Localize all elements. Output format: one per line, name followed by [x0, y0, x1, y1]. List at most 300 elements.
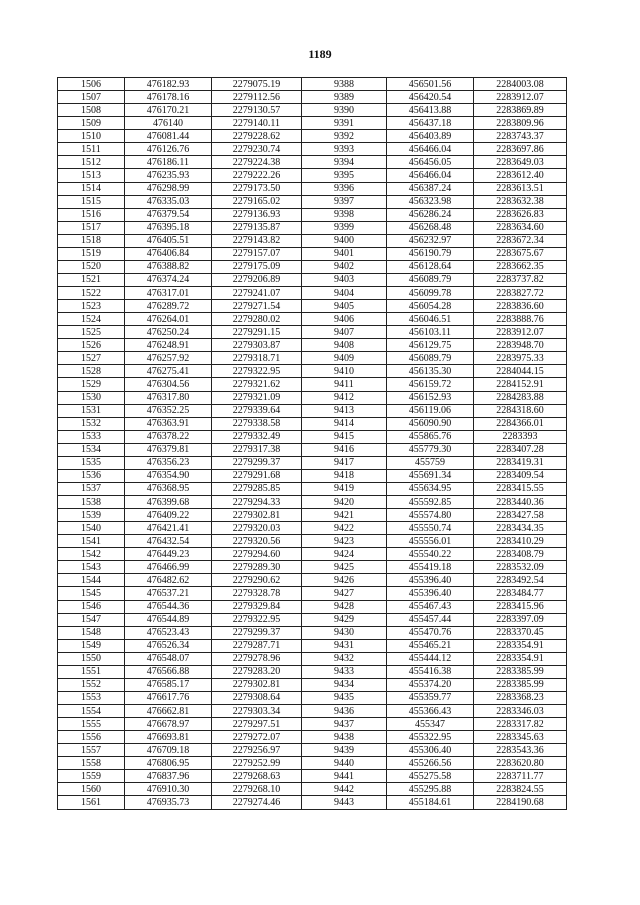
x-coordinate-left-cell: 476379.81 — [125, 443, 212, 456]
y-coordinate-right-cell: 2283711.77 — [474, 770, 567, 783]
y-coordinate-right-cell: 2283662.35 — [474, 260, 567, 273]
table-row — [58, 156, 567, 169]
y-coordinate-right-cell: 2283484.77 — [474, 587, 567, 600]
x-coordinate-left-cell: 476466.99 — [125, 561, 212, 574]
y-coordinate-left-cell: 2279224.38 — [212, 156, 302, 169]
x-coordinate-left-cell: 476693.81 — [125, 731, 212, 744]
y-coordinate-left-cell: 2279157.07 — [212, 247, 302, 260]
y-coordinate-right-cell: 2284366.01 — [474, 417, 567, 430]
x-coordinate-right-cell: 456413.88 — [387, 104, 474, 117]
x-coordinate-right-cell: 455779.30 — [387, 443, 474, 456]
x-coordinate-left-cell: 476406.84 — [125, 247, 212, 260]
y-coordinate-right-cell: 2283354.91 — [474, 652, 567, 665]
x-coordinate-right-cell: 455556.01 — [387, 535, 474, 548]
table-row — [58, 796, 567, 809]
point-id-left-cell: 1513 — [58, 169, 125, 182]
x-coordinate-left-cell: 476395.18 — [125, 221, 212, 234]
x-coordinate-left-cell: 476126.76 — [125, 143, 212, 156]
y-coordinate-left-cell: 2279303.87 — [212, 339, 302, 352]
x-coordinate-right-cell: 456099.78 — [387, 287, 474, 300]
y-coordinate-left-cell: 2279317.38 — [212, 443, 302, 456]
point-id-right-cell: 9431 — [302, 639, 387, 652]
x-coordinate-right-cell: 456129.75 — [387, 339, 474, 352]
point-id-left-cell: 1511 — [58, 143, 125, 156]
point-id-right-cell: 9419 — [302, 482, 387, 495]
y-coordinate-right-cell: 2283672.34 — [474, 234, 567, 247]
x-coordinate-right-cell: 455416.38 — [387, 665, 474, 678]
point-id-right-cell: 9425 — [302, 561, 387, 574]
point-id-left-cell: 1542 — [58, 548, 125, 561]
point-id-right-cell: 9411 — [302, 378, 387, 391]
x-coordinate-left-cell: 476250.24 — [125, 326, 212, 339]
table-row — [58, 221, 567, 234]
point-id-left-cell: 1512 — [58, 156, 125, 169]
x-coordinate-left-cell: 476356.23 — [125, 456, 212, 469]
point-id-right-cell: 9428 — [302, 600, 387, 613]
point-id-right-cell: 9398 — [302, 208, 387, 221]
y-coordinate-left-cell: 2279143.82 — [212, 234, 302, 247]
point-id-left-cell: 1540 — [58, 522, 125, 535]
point-id-left-cell: 1518 — [58, 234, 125, 247]
y-coordinate-left-cell: 2279140.11 — [212, 117, 302, 130]
table-row — [58, 91, 567, 104]
table-row — [58, 744, 567, 757]
x-coordinate-left-cell: 476363.91 — [125, 417, 212, 430]
point-id-right-cell: 9443 — [302, 796, 387, 809]
coordinate-table — [57, 77, 567, 810]
point-id-right-cell: 9391 — [302, 117, 387, 130]
x-coordinate-left-cell: 476235.93 — [125, 169, 212, 182]
y-coordinate-left-cell: 2279271.54 — [212, 300, 302, 313]
y-coordinate-left-cell: 2279299.37 — [212, 626, 302, 639]
y-coordinate-left-cell: 2279278.96 — [212, 652, 302, 665]
table-row — [58, 718, 567, 731]
table-row — [58, 496, 567, 509]
table-row — [58, 117, 567, 130]
y-coordinate-right-cell: 2283888.76 — [474, 313, 567, 326]
point-id-right-cell: 9394 — [302, 156, 387, 169]
y-coordinate-left-cell: 2279228.62 — [212, 130, 302, 143]
y-coordinate-left-cell: 2279283.20 — [212, 665, 302, 678]
table-row — [58, 678, 567, 691]
y-coordinate-right-cell: 2283419.31 — [474, 456, 567, 469]
point-id-left-cell: 1539 — [58, 509, 125, 522]
table-row — [58, 313, 567, 326]
y-coordinate-right-cell: 2283543.36 — [474, 744, 567, 757]
y-coordinate-left-cell: 2279308.64 — [212, 691, 302, 704]
point-id-right-cell: 9434 — [302, 678, 387, 691]
point-id-right-cell: 9439 — [302, 744, 387, 757]
table-row — [58, 613, 567, 626]
table-row — [58, 78, 567, 91]
point-id-left-cell: 1526 — [58, 339, 125, 352]
y-coordinate-right-cell: 2283407.28 — [474, 443, 567, 456]
point-id-right-cell: 9440 — [302, 757, 387, 770]
y-coordinate-right-cell: 2283408.79 — [474, 548, 567, 561]
point-id-right-cell: 9414 — [302, 417, 387, 430]
x-coordinate-left-cell: 476662.81 — [125, 705, 212, 718]
point-id-right-cell: 9416 — [302, 443, 387, 456]
y-coordinate-left-cell: 2279299.37 — [212, 456, 302, 469]
table-row — [58, 365, 567, 378]
point-id-right-cell: 9417 — [302, 456, 387, 469]
x-coordinate-left-cell: 476289.72 — [125, 300, 212, 313]
x-coordinate-left-cell: 476304.56 — [125, 378, 212, 391]
x-coordinate-left-cell: 476368.95 — [125, 482, 212, 495]
y-coordinate-right-cell: 2283869.89 — [474, 104, 567, 117]
x-coordinate-right-cell: 455266.56 — [387, 757, 474, 770]
point-id-right-cell: 9415 — [302, 430, 387, 443]
table-row — [58, 535, 567, 548]
x-coordinate-left-cell: 476140 — [125, 117, 212, 130]
x-coordinate-left-cell: 476544.89 — [125, 613, 212, 626]
table-row — [58, 430, 567, 443]
x-coordinate-left-cell: 476182.93 — [125, 78, 212, 91]
point-id-right-cell: 9410 — [302, 365, 387, 378]
point-id-right-cell: 9429 — [302, 613, 387, 626]
x-coordinate-right-cell: 456089.79 — [387, 352, 474, 365]
point-id-left-cell: 1543 — [58, 561, 125, 574]
x-coordinate-left-cell: 476186.11 — [125, 156, 212, 169]
table-row — [58, 169, 567, 182]
y-coordinate-right-cell: 2283626.83 — [474, 208, 567, 221]
y-coordinate-right-cell: 2283743.37 — [474, 130, 567, 143]
point-id-right-cell: 9390 — [302, 104, 387, 117]
y-coordinate-right-cell: 2283912.07 — [474, 91, 567, 104]
y-coordinate-left-cell: 2279173.50 — [212, 182, 302, 195]
y-coordinate-left-cell: 2279320.56 — [212, 535, 302, 548]
x-coordinate-left-cell: 476257.92 — [125, 352, 212, 365]
y-coordinate-right-cell: 2283827.72 — [474, 287, 567, 300]
table-row — [58, 326, 567, 339]
x-coordinate-right-cell: 455592.85 — [387, 496, 474, 509]
y-coordinate-right-cell: 2283345.63 — [474, 731, 567, 744]
y-coordinate-left-cell: 2279285.85 — [212, 482, 302, 495]
y-coordinate-right-cell: 2283613.51 — [474, 182, 567, 195]
point-id-right-cell: 9430 — [302, 626, 387, 639]
x-coordinate-right-cell: 455634.95 — [387, 482, 474, 495]
y-coordinate-left-cell: 2279297.51 — [212, 718, 302, 731]
point-id-left-cell: 1515 — [58, 195, 125, 208]
x-coordinate-left-cell: 476275.41 — [125, 365, 212, 378]
y-coordinate-left-cell: 2279339.64 — [212, 404, 302, 417]
y-coordinate-right-cell: 2284190.68 — [474, 796, 567, 809]
point-id-left-cell: 1525 — [58, 326, 125, 339]
x-coordinate-left-cell: 476317.01 — [125, 287, 212, 300]
y-coordinate-right-cell: 2283409.54 — [474, 469, 567, 482]
y-coordinate-right-cell: 2283492.54 — [474, 574, 567, 587]
point-id-right-cell: 9406 — [302, 313, 387, 326]
x-coordinate-left-cell: 476482.62 — [125, 574, 212, 587]
y-coordinate-right-cell: 2283737.82 — [474, 273, 567, 286]
x-coordinate-right-cell: 456089.79 — [387, 273, 474, 286]
x-coordinate-right-cell: 456437.18 — [387, 117, 474, 130]
x-coordinate-left-cell: 476910.30 — [125, 783, 212, 796]
table-row — [58, 548, 567, 561]
x-coordinate-right-cell: 456135.30 — [387, 365, 474, 378]
point-id-right-cell: 9435 — [302, 691, 387, 704]
x-coordinate-right-cell: 456420.54 — [387, 91, 474, 104]
y-coordinate-right-cell: 2283415.55 — [474, 482, 567, 495]
y-coordinate-right-cell: 2283385.99 — [474, 665, 567, 678]
table-row — [58, 626, 567, 639]
point-id-right-cell: 9393 — [302, 143, 387, 156]
point-id-right-cell: 9438 — [302, 731, 387, 744]
y-coordinate-right-cell: 2283370.45 — [474, 626, 567, 639]
y-coordinate-left-cell: 2279318.71 — [212, 352, 302, 365]
x-coordinate-right-cell: 455347 — [387, 718, 474, 731]
x-coordinate-right-cell: 456090.90 — [387, 417, 474, 430]
x-coordinate-left-cell: 476379.54 — [125, 208, 212, 221]
point-id-left-cell: 1517 — [58, 221, 125, 234]
x-coordinate-right-cell: 456387.24 — [387, 182, 474, 195]
point-id-left-cell: 1553 — [58, 691, 125, 704]
x-coordinate-left-cell: 476081.44 — [125, 130, 212, 143]
x-coordinate-right-cell: 455396.40 — [387, 587, 474, 600]
point-id-right-cell: 9402 — [302, 260, 387, 273]
x-coordinate-right-cell: 456232.97 — [387, 234, 474, 247]
coordinate-table-body — [58, 78, 567, 810]
point-id-right-cell: 9433 — [302, 665, 387, 678]
point-id-left-cell: 1534 — [58, 443, 125, 456]
table-row — [58, 352, 567, 365]
point-id-left-cell: 1544 — [58, 574, 125, 587]
y-coordinate-left-cell: 2279280.02 — [212, 313, 302, 326]
x-coordinate-left-cell: 476388.82 — [125, 260, 212, 273]
point-id-left-cell: 1520 — [58, 260, 125, 273]
y-coordinate-right-cell: 2284318.60 — [474, 404, 567, 417]
table-row — [58, 783, 567, 796]
x-coordinate-right-cell: 455444.12 — [387, 652, 474, 665]
point-id-left-cell: 1523 — [58, 300, 125, 313]
y-coordinate-left-cell: 2279338.58 — [212, 417, 302, 430]
y-coordinate-left-cell: 2279290.62 — [212, 574, 302, 587]
table-row — [58, 522, 567, 535]
y-coordinate-left-cell: 2279075.19 — [212, 78, 302, 91]
y-coordinate-left-cell: 2279302.81 — [212, 509, 302, 522]
x-coordinate-right-cell: 456046.51 — [387, 313, 474, 326]
x-coordinate-left-cell: 476399.68 — [125, 496, 212, 509]
point-id-left-cell: 1537 — [58, 482, 125, 495]
point-id-left-cell: 1510 — [58, 130, 125, 143]
x-coordinate-left-cell: 476523.43 — [125, 626, 212, 639]
table-row — [58, 509, 567, 522]
table-row — [58, 247, 567, 260]
point-id-right-cell: 9403 — [302, 273, 387, 286]
y-coordinate-left-cell: 2279302.81 — [212, 678, 302, 691]
y-coordinate-right-cell: 2283809.96 — [474, 117, 567, 130]
point-id-right-cell: 9412 — [302, 391, 387, 404]
table-row — [58, 208, 567, 221]
x-coordinate-right-cell: 455467.43 — [387, 600, 474, 613]
point-id-left-cell: 1508 — [58, 104, 125, 117]
point-id-right-cell: 9436 — [302, 705, 387, 718]
x-coordinate-left-cell: 476409.22 — [125, 509, 212, 522]
x-coordinate-right-cell: 456466.04 — [387, 169, 474, 182]
x-coordinate-left-cell: 476170.21 — [125, 104, 212, 117]
table-row — [58, 195, 567, 208]
y-coordinate-left-cell: 2279321.62 — [212, 378, 302, 391]
y-coordinate-left-cell: 2279136.93 — [212, 208, 302, 221]
y-coordinate-right-cell: 2283354.91 — [474, 639, 567, 652]
x-coordinate-left-cell: 476248.91 — [125, 339, 212, 352]
point-id-left-cell: 1558 — [58, 757, 125, 770]
x-coordinate-right-cell: 455322.95 — [387, 731, 474, 744]
x-coordinate-right-cell: 455366.43 — [387, 705, 474, 718]
x-coordinate-right-cell: 455275.58 — [387, 770, 474, 783]
x-coordinate-right-cell: 455295.88 — [387, 783, 474, 796]
point-id-left-cell: 1528 — [58, 365, 125, 378]
x-coordinate-right-cell: 455419.18 — [387, 561, 474, 574]
y-coordinate-right-cell: 2284003.08 — [474, 78, 567, 91]
y-coordinate-right-cell: 2284152.91 — [474, 378, 567, 391]
point-id-left-cell: 1506 — [58, 78, 125, 91]
point-id-left-cell: 1555 — [58, 718, 125, 731]
point-id-left-cell: 1541 — [58, 535, 125, 548]
y-coordinate-left-cell: 2279175.09 — [212, 260, 302, 273]
y-coordinate-right-cell: 2283649.03 — [474, 156, 567, 169]
y-coordinate-right-cell: 2283317.82 — [474, 718, 567, 731]
x-coordinate-left-cell: 476317.80 — [125, 391, 212, 404]
point-id-left-cell: 1507 — [58, 91, 125, 104]
table-row — [58, 404, 567, 417]
y-coordinate-right-cell: 2283675.67 — [474, 247, 567, 260]
y-coordinate-left-cell: 2279289.30 — [212, 561, 302, 574]
y-coordinate-right-cell: 2283415.96 — [474, 600, 567, 613]
point-id-left-cell: 1535 — [58, 456, 125, 469]
point-id-right-cell: 9442 — [302, 783, 387, 796]
x-coordinate-right-cell: 456466.04 — [387, 143, 474, 156]
y-coordinate-left-cell: 2279329.84 — [212, 600, 302, 613]
x-coordinate-left-cell: 476298.99 — [125, 182, 212, 195]
y-coordinate-right-cell: 2283434.35 — [474, 522, 567, 535]
table-row — [58, 260, 567, 273]
y-coordinate-right-cell: 2283393 — [474, 430, 567, 443]
table-row — [58, 287, 567, 300]
table-row — [58, 639, 567, 652]
point-id-left-cell: 1549 — [58, 639, 125, 652]
y-coordinate-left-cell: 2279332.49 — [212, 430, 302, 443]
point-id-right-cell: 9413 — [302, 404, 387, 417]
x-coordinate-right-cell: 456403.89 — [387, 130, 474, 143]
x-coordinate-right-cell: 455396.40 — [387, 574, 474, 587]
point-id-left-cell: 1514 — [58, 182, 125, 195]
x-coordinate-left-cell: 476374.24 — [125, 273, 212, 286]
y-coordinate-right-cell: 2283824.55 — [474, 783, 567, 796]
y-coordinate-left-cell: 2279291.68 — [212, 469, 302, 482]
x-coordinate-left-cell: 476354.90 — [125, 469, 212, 482]
point-id-left-cell: 1551 — [58, 665, 125, 678]
y-coordinate-left-cell: 2279256.97 — [212, 744, 302, 757]
point-id-left-cell: 1509 — [58, 117, 125, 130]
table-row — [58, 482, 567, 495]
point-id-left-cell: 1533 — [58, 430, 125, 443]
x-coordinate-right-cell: 455691.34 — [387, 469, 474, 482]
x-coordinate-left-cell: 476335.03 — [125, 195, 212, 208]
point-id-right-cell: 9401 — [302, 247, 387, 260]
x-coordinate-right-cell: 455759 — [387, 456, 474, 469]
y-coordinate-left-cell: 2279268.10 — [212, 783, 302, 796]
table-row — [58, 652, 567, 665]
point-id-right-cell: 9400 — [302, 234, 387, 247]
table-row — [58, 574, 567, 587]
point-id-right-cell: 9408 — [302, 339, 387, 352]
point-id-right-cell: 9407 — [302, 326, 387, 339]
point-id-right-cell: 9399 — [302, 221, 387, 234]
table-row — [58, 182, 567, 195]
x-coordinate-right-cell: 455457.44 — [387, 613, 474, 626]
x-coordinate-left-cell: 476709.18 — [125, 744, 212, 757]
y-coordinate-left-cell: 2279294.60 — [212, 548, 302, 561]
y-coordinate-left-cell: 2279135.87 — [212, 221, 302, 234]
point-id-right-cell: 9426 — [302, 574, 387, 587]
y-coordinate-right-cell: 2283632.38 — [474, 195, 567, 208]
x-coordinate-left-cell: 476837.96 — [125, 770, 212, 783]
table-row — [58, 300, 567, 313]
x-coordinate-left-cell: 476378.22 — [125, 430, 212, 443]
x-coordinate-right-cell: 455540.22 — [387, 548, 474, 561]
point-id-right-cell: 9397 — [302, 195, 387, 208]
point-id-left-cell: 1561 — [58, 796, 125, 809]
y-coordinate-left-cell: 2279230.74 — [212, 143, 302, 156]
point-id-left-cell: 1524 — [58, 313, 125, 326]
x-coordinate-right-cell: 456501.56 — [387, 78, 474, 91]
y-coordinate-right-cell: 2283410.29 — [474, 535, 567, 548]
point-id-right-cell: 9437 — [302, 718, 387, 731]
y-coordinate-left-cell: 2279322.95 — [212, 613, 302, 626]
y-coordinate-left-cell: 2279206.89 — [212, 273, 302, 286]
x-coordinate-right-cell: 455470.76 — [387, 626, 474, 639]
point-id-right-cell: 9395 — [302, 169, 387, 182]
point-id-left-cell: 1530 — [58, 391, 125, 404]
x-coordinate-right-cell: 455374.20 — [387, 678, 474, 691]
y-coordinate-left-cell: 2279222.26 — [212, 169, 302, 182]
table-row — [58, 600, 567, 613]
table-row — [58, 705, 567, 718]
y-coordinate-right-cell: 2283440.36 — [474, 496, 567, 509]
x-coordinate-right-cell: 456268.48 — [387, 221, 474, 234]
x-coordinate-left-cell: 476178.16 — [125, 91, 212, 104]
x-coordinate-right-cell: 455306.40 — [387, 744, 474, 757]
table-row — [58, 143, 567, 156]
y-coordinate-left-cell: 2279287.71 — [212, 639, 302, 652]
y-coordinate-right-cell: 2283836.60 — [474, 300, 567, 313]
point-id-right-cell: 9388 — [302, 78, 387, 91]
table-row — [58, 456, 567, 469]
y-coordinate-left-cell: 2279322.95 — [212, 365, 302, 378]
x-coordinate-left-cell: 476585.17 — [125, 678, 212, 691]
page-number: 1189 — [308, 47, 332, 61]
x-coordinate-left-cell: 476935.73 — [125, 796, 212, 809]
y-coordinate-right-cell: 2283427.58 — [474, 509, 567, 522]
x-coordinate-right-cell: 456323.98 — [387, 195, 474, 208]
y-coordinate-left-cell: 2279268.63 — [212, 770, 302, 783]
point-id-right-cell: 9421 — [302, 509, 387, 522]
point-id-left-cell: 1560 — [58, 783, 125, 796]
table-row — [58, 757, 567, 770]
table-row — [58, 731, 567, 744]
x-coordinate-left-cell: 476537.21 — [125, 587, 212, 600]
point-id-left-cell: 1529 — [58, 378, 125, 391]
point-id-right-cell: 9420 — [302, 496, 387, 509]
y-coordinate-left-cell: 2279272.07 — [212, 731, 302, 744]
y-coordinate-right-cell: 2283975.33 — [474, 352, 567, 365]
point-id-left-cell: 1536 — [58, 469, 125, 482]
y-coordinate-right-cell: 2283948.70 — [474, 339, 567, 352]
table-row — [58, 273, 567, 286]
y-coordinate-left-cell: 2279241.07 — [212, 287, 302, 300]
x-coordinate-right-cell: 455574.80 — [387, 509, 474, 522]
